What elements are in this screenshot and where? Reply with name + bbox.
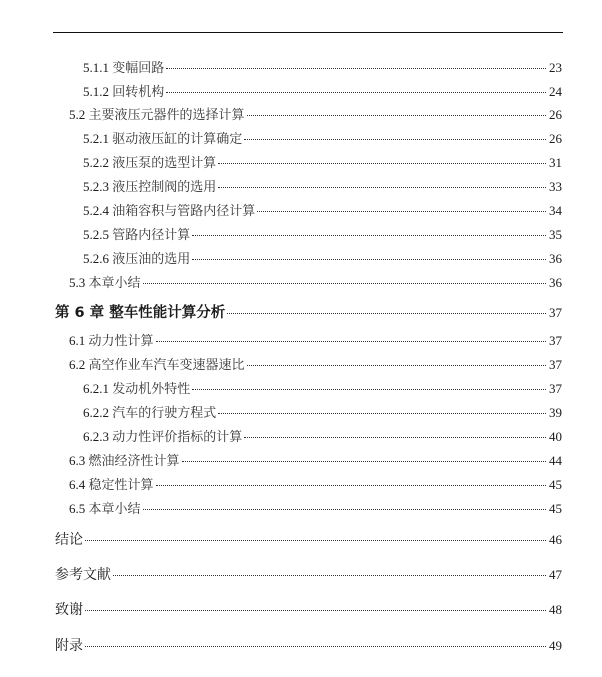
dot-leader: [244, 139, 546, 140]
dot-leader: [85, 646, 546, 647]
dot-leader: [143, 509, 546, 510]
toc-page: 37: [549, 305, 562, 320]
toc-number: 5.2.4: [83, 203, 109, 218]
toc-entry-5-2-4[interactable]: [83, 200, 562, 219]
toc-title: 附录: [55, 638, 83, 654]
toc-entry-5-2[interactable]: [69, 104, 562, 123]
dot-leader: [166, 92, 546, 93]
toc-page: 36: [549, 251, 562, 266]
dot-leader: [218, 187, 546, 188]
toc-number: 6.2.3: [83, 429, 109, 444]
toc-entry-6-2[interactable]: [69, 354, 562, 373]
toc-title: 动力性计算: [88, 333, 154, 348]
toc-page: 24: [549, 84, 562, 99]
toc-number: 6.2.2: [83, 405, 109, 420]
dot-leader: [218, 163, 546, 164]
toc-title: 管路内径计算: [112, 227, 191, 242]
toc-number: 6.4: [69, 477, 86, 492]
toc-title: 稳定性计算: [88, 477, 154, 492]
toc-entry-6-2-1[interactable]: [83, 378, 562, 397]
toc-entry-5-1-1[interactable]: [83, 57, 562, 76]
toc-entry-5-2-1[interactable]: [83, 128, 562, 147]
toc-page: 37: [549, 333, 562, 348]
toc-title: 本章小结: [88, 275, 141, 290]
toc-number: 6.3: [69, 453, 86, 468]
toc-entry-acknowledgements[interactable]: [55, 599, 562, 619]
toc-entry-5-1-2[interactable]: [83, 81, 562, 100]
dot-leader: [85, 610, 546, 611]
dot-leader: [182, 461, 546, 462]
toc-entry-6-2-2[interactable]: [83, 402, 562, 421]
header-rule: [53, 32, 563, 33]
toc-entry-6-3[interactable]: [69, 450, 562, 469]
dot-leader: [166, 68, 546, 69]
toc-page: 23: [549, 60, 562, 75]
toc-title: 汽车的行驶方程式: [112, 405, 217, 420]
dot-leader: [227, 313, 546, 314]
toc-page: 45: [549, 477, 562, 492]
toc-number: 5.2.1: [83, 131, 109, 146]
dot-leader: [192, 235, 546, 236]
toc-entry-chapter-6[interactable]: [55, 301, 562, 322]
dot-leader: [156, 485, 546, 486]
toc-page: 35: [549, 227, 562, 242]
toc-entry-6-4[interactable]: [69, 474, 562, 493]
toc-number: 5.2.3: [83, 179, 109, 194]
toc-title: 参考文献: [55, 567, 111, 583]
toc-number: 5.2.2: [83, 155, 109, 170]
dot-leader: [85, 540, 546, 541]
toc-title: 结论: [55, 532, 83, 548]
toc-page: 40: [549, 429, 562, 444]
toc-number: 6.2.1: [83, 381, 109, 396]
dot-leader: [192, 259, 546, 260]
dot-leader: [192, 389, 546, 390]
toc-number: 5.2.6: [83, 251, 109, 266]
toc-page: 37: [549, 381, 562, 396]
toc-title: 致谢: [55, 602, 83, 618]
toc-number: 5.2.5: [83, 227, 109, 242]
toc-page: 46: [549, 532, 562, 547]
toc-entry-6-5[interactable]: [69, 498, 562, 517]
toc-number: 5.2: [69, 107, 86, 122]
dot-leader: [218, 413, 546, 414]
toc-page: 49: [549, 638, 562, 653]
toc-chapter-number: 第 6 章: [55, 305, 105, 321]
dot-leader: [247, 365, 546, 366]
toc-entry-5-2-3[interactable]: [83, 176, 562, 195]
toc-page: 33: [549, 179, 562, 194]
toc-number: 5.1.1: [83, 60, 109, 75]
toc-page: 26: [549, 131, 562, 146]
toc-page: 47: [549, 567, 562, 582]
toc-title: 主要液压元器件的选择计算: [88, 107, 245, 122]
toc-title: 本章小结: [88, 501, 141, 516]
toc-number: 6.1: [69, 333, 86, 348]
toc-page: 36: [549, 275, 562, 290]
toc-page: 31: [549, 155, 562, 170]
dot-leader: [257, 211, 546, 212]
toc-title: 液压泵的选型计算: [112, 155, 217, 170]
dot-leader: [244, 437, 546, 438]
toc-title: 驱动液压缸的计算确定: [112, 131, 243, 146]
toc-page: 34: [549, 203, 562, 218]
toc-title: 回转机构: [112, 84, 165, 99]
toc-page: 26: [549, 107, 562, 122]
toc-title: 高空作业车汽车变速器速比: [88, 357, 245, 372]
toc-title: 液压油的选用: [112, 251, 191, 266]
toc-title: 动力性评价指标的计算: [112, 429, 243, 444]
dot-leader: [113, 575, 546, 576]
toc-entry-conclusion[interactable]: [55, 529, 562, 549]
toc-title: 变幅回路: [112, 60, 165, 75]
toc-entry-5-3[interactable]: [69, 272, 562, 291]
toc-entry-5-2-5[interactable]: [83, 224, 562, 243]
toc-number: 5.1.2: [83, 84, 109, 99]
toc-number: 6.2: [69, 357, 86, 372]
toc-title: 油箱容积与管路内径计算: [112, 203, 256, 218]
toc-number: 6.5: [69, 501, 86, 516]
toc-page: 44: [549, 453, 562, 468]
toc-entry-5-2-6[interactable]: [83, 248, 562, 267]
toc-page: 39: [549, 405, 562, 420]
toc-entry-6-1[interactable]: [69, 330, 562, 349]
toc-number: 5.3: [69, 275, 86, 290]
toc-page: 45: [549, 501, 562, 516]
toc-title: 发动机外特性: [112, 381, 191, 396]
dot-leader: [143, 283, 546, 284]
toc-entry-6-2-3[interactable]: [83, 426, 562, 445]
toc-page: 37: [549, 357, 562, 372]
toc-page: 48: [549, 602, 562, 617]
toc-chapter-title: 整车性能计算分析: [109, 305, 226, 321]
dot-leader: [156, 341, 546, 342]
toc-title: 燃油经济性计算: [88, 453, 180, 468]
toc-entry-5-2-2[interactable]: [83, 152, 562, 171]
toc-title: 液压控制阀的选用: [112, 179, 217, 194]
toc-entry-appendix[interactable]: [55, 635, 562, 655]
dot-leader: [247, 115, 546, 116]
toc-entry-references[interactable]: [55, 564, 562, 584]
